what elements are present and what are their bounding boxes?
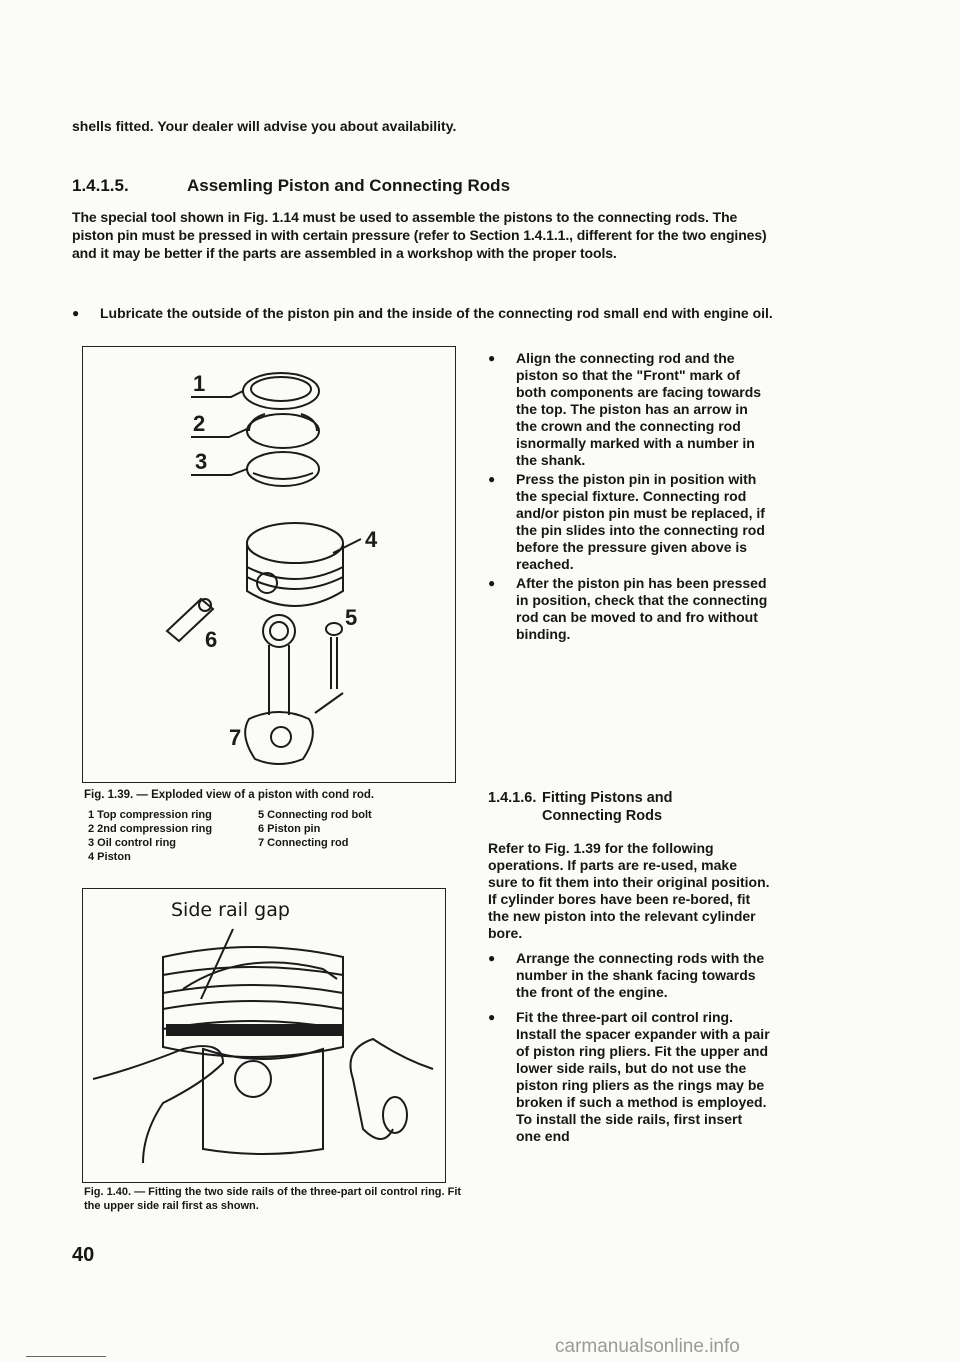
label-4: 4 (365, 527, 378, 552)
section-heading-1415 (72, 176, 812, 196)
oil-ring-shape (247, 452, 319, 486)
side-rail-drawing (83, 889, 445, 1182)
section-title: Assemling Piston and Connecting Rods (187, 176, 511, 195)
bullet-arrange: ● Arrange the connecting rods with the number in the shank facing towards the front of the engine. (488, 950, 770, 1001)
label-5: 5 (345, 605, 358, 630)
section-number: 1.4.1.6. (488, 790, 537, 806)
figure-exploded-piston (82, 346, 456, 783)
figure-2-caption: Fig. 1.40. — Fitting the two side rails of the three-part oil control ring. Fit the upper side rail first as shown. (84, 1186, 462, 1212)
bullet-fit-ring: ● Fit the three-part oil control ring. Install the spacer expander with a pair of piston ring pliers. Fit the upper and lower side rails, but do not use the piston ring pliers as the rings may be broken if such a method is employed. To install the side rails, first insert one end (488, 1009, 770, 1145)
label-2: 2 (193, 411, 206, 436)
legend-row (88, 836, 458, 850)
gap-pointer (201, 929, 233, 999)
right-bullets-top (488, 350, 770, 645)
bullet-align: ● Align the connecting rod and the piston so that the "Front" mark of both components are facing towards the top. The piston has an arrow in the crown and the connecting rod isnormally marked with a number in the shank. (488, 350, 770, 469)
watermark: carmanualsonline.info (555, 1336, 740, 1357)
right-section (488, 840, 770, 1145)
section-title-line2: Connecting Rods (542, 808, 663, 824)
legend-row (88, 808, 458, 822)
legend-item: 3 Oil control ring (88, 837, 177, 849)
label-1: 1 (193, 371, 206, 396)
bullet-lubricate: ● Lubricate the outside of the piston pin and the inside of the connecting rod small end with engine oil. (72, 304, 800, 322)
figure-1-legend (88, 808, 458, 864)
legend-row (88, 850, 458, 864)
legend-item: 4 Piston (88, 851, 131, 863)
side-rail-gap-label: Side rail gap (171, 899, 290, 921)
section-title-line1: Fitting Pistons and (542, 790, 673, 806)
con-rod-small-end (263, 615, 295, 647)
section-heading-1416 (488, 789, 778, 825)
bullet-after: ● After the piston pin has been pressed in position, check that the connecting rod can be moved to and fro without binding. (488, 575, 770, 643)
section-number: 1.4.1.5. (72, 176, 129, 195)
legend-row (88, 822, 458, 836)
bullet-press: ● Press the piston pin in position with the special fixture. Connecting rod and/or piston pin must be replaced, if the pin slides into the connecting rod before the pressure given above is reached. (488, 471, 770, 573)
legend-item: 6 Piston pin (258, 823, 321, 835)
top-ring-shape (243, 373, 319, 409)
legend-item: 5 Connecting rod bolt (258, 809, 372, 821)
footer-rule (26, 1356, 106, 1357)
legend-item: 2 2nd compression ring (88, 823, 213, 835)
second-ring-shape (247, 414, 319, 448)
intro-line: shells fitted. Your dealer will advise you about availability. (72, 118, 457, 134)
figure-side-rail (82, 888, 446, 1183)
section-paragraph: Refer to Fig. 1.39 for the following operations. If parts are re-used, make sure to fit them into their original position. If cylinder bores have been re-bored, fit the new piston into the relevant cylinder bore. (488, 840, 770, 941)
piston-shape (247, 523, 343, 563)
figure-1-caption: Fig. 1.39. — Exploded view of a piston with cond rod. (84, 789, 375, 801)
right-hand (351, 1039, 434, 1139)
page-number: 40 (72, 1244, 95, 1266)
legend-item: 7 Connecting rod (258, 837, 349, 849)
legend-item: 1 Top compression ring (88, 809, 212, 821)
label-3: 3 (195, 449, 208, 474)
piston-exploded-drawing (83, 347, 455, 782)
label-6: 6 (205, 627, 218, 652)
section-paragraph: The special tool shown in Fig. 1.14 must be used to assemble the pistons to the connecting rods. The piston pin must be pressed in with certain pressure (refer to Section 1.4.1.1., different for the two engines) and it may be better if the parts are assembled in a workshop with the proper tools. (72, 209, 767, 261)
label-7: 7 (229, 725, 242, 750)
